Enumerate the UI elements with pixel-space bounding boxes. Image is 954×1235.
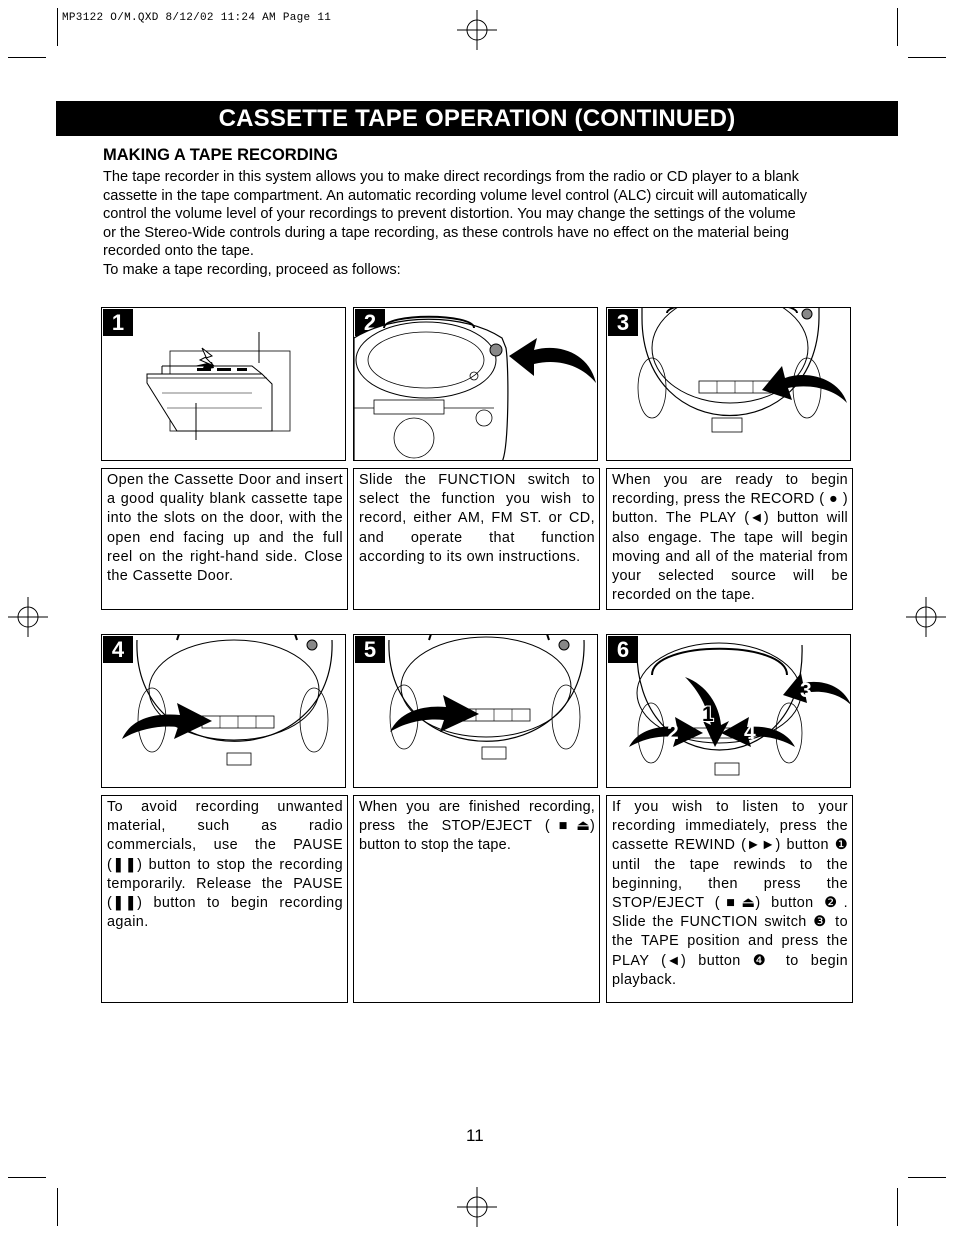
step-6-text: If you wish to listen to your recording immediately, press the cassette REWIND (►►) button ❶ until the tape rewinds to the beginning, then press the STOP/EJECT (■⏏) button ❷. Slide the FUNCTION switch ❸ to the TAPE position and press the PLAY (◄) button ❹ to begin playback. (606, 795, 853, 1003)
step-5-text: When you are finished recording, press the STOP/EJECT (■⏏) button to stop the tape. (353, 795, 600, 1003)
intro-line: or the Stereo-Wide controls during a tape recording, as these controls have no effect on the material being (103, 224, 790, 241)
step-number: 4 (103, 636, 133, 663)
step-2-text: Slide the FUNCTION switch to select the function you wish to record, either AM, FM ST. or CD, and operate that function according to its own instructions. (353, 468, 600, 610)
crop-mark (8, 57, 46, 58)
page-number: 11 (466, 1126, 484, 1145)
step-3-figure (606, 307, 851, 461)
registration-mark-top (457, 10, 497, 50)
intro-line: The tape recorder in this system allows you to make direct recordings from the radio or CD player to a blank (103, 169, 799, 185)
boombox-illustration (354, 308, 598, 461)
registration-mark-bottom (457, 1187, 497, 1227)
step-number: 6 (608, 636, 638, 663)
intro-line: control the volume level of your recordings to prevent distortion. You may change the settings of the volume (103, 206, 796, 223)
intro-line: recorded onto the tape. (103, 243, 254, 260)
page-title: CASSETTE TAPE OPERATION (CONTINUED) (56, 101, 898, 136)
cassette-door-illustration (102, 308, 346, 461)
callout-2: 2 (667, 721, 679, 744)
step-number: 3 (608, 309, 638, 336)
step-4-figure (101, 634, 346, 788)
step-5-figure (353, 634, 598, 788)
registration-mark-right (906, 597, 946, 637)
crop-mark (908, 57, 946, 58)
boombox-illustration (607, 308, 851, 461)
crop-mark (8, 1177, 46, 1178)
crop-mark (57, 1188, 58, 1226)
section-title: MAKING A TAPE RECORDING (103, 146, 338, 164)
step-1-text: Open the Cassette Door and insert a good quality blank cassette tape into the slots on the door, with the open end facing up and the full reel on the right-hand side. Close the Cassette Door. (101, 468, 348, 610)
step-number: 2 (355, 309, 385, 336)
step-1-figure (101, 307, 346, 461)
step-4-text: To avoid recording unwanted material, such as radio commercials, use the PAUSE (❚❚) button to stop the recording temporarily. Release the PAUSE (❚❚) button to begin recording again. (101, 795, 348, 1003)
boombox-illustration (354, 635, 598, 788)
step-2-figure (353, 307, 598, 461)
callout-3: 3 (800, 679, 812, 702)
step-number: 5 (355, 636, 385, 663)
crop-mark (908, 1177, 946, 1178)
step-3-text: When you are ready to begin recording, press the RECORD ( ● ) button. The PLAY (◄) button will also engage. The tape will begin moving and all of the material from your selected source will be recorded on the tape. (606, 468, 853, 610)
crop-mark (897, 1188, 898, 1226)
registration-mark-left (8, 597, 48, 637)
step-number: 1 (103, 309, 133, 336)
callout-4: 4 (744, 721, 756, 744)
crop-mark (897, 8, 898, 46)
boombox-illustration (102, 635, 346, 788)
boombox-illustration (607, 635, 851, 788)
intro-line: cassette in the tape compartment. An automatic recording volume level control (ALC) circuit will automatically (103, 187, 808, 204)
crop-mark (57, 8, 58, 46)
step-6-figure (606, 634, 851, 788)
intro-line: To make a tape recording, proceed as follows: (103, 261, 401, 278)
intro-text (103, 168, 863, 280)
print-slug: MP3122 O/M.QXD 8/12/02 11:24 AM Page 11 (62, 12, 332, 24)
callout-1: 1 (702, 703, 714, 726)
